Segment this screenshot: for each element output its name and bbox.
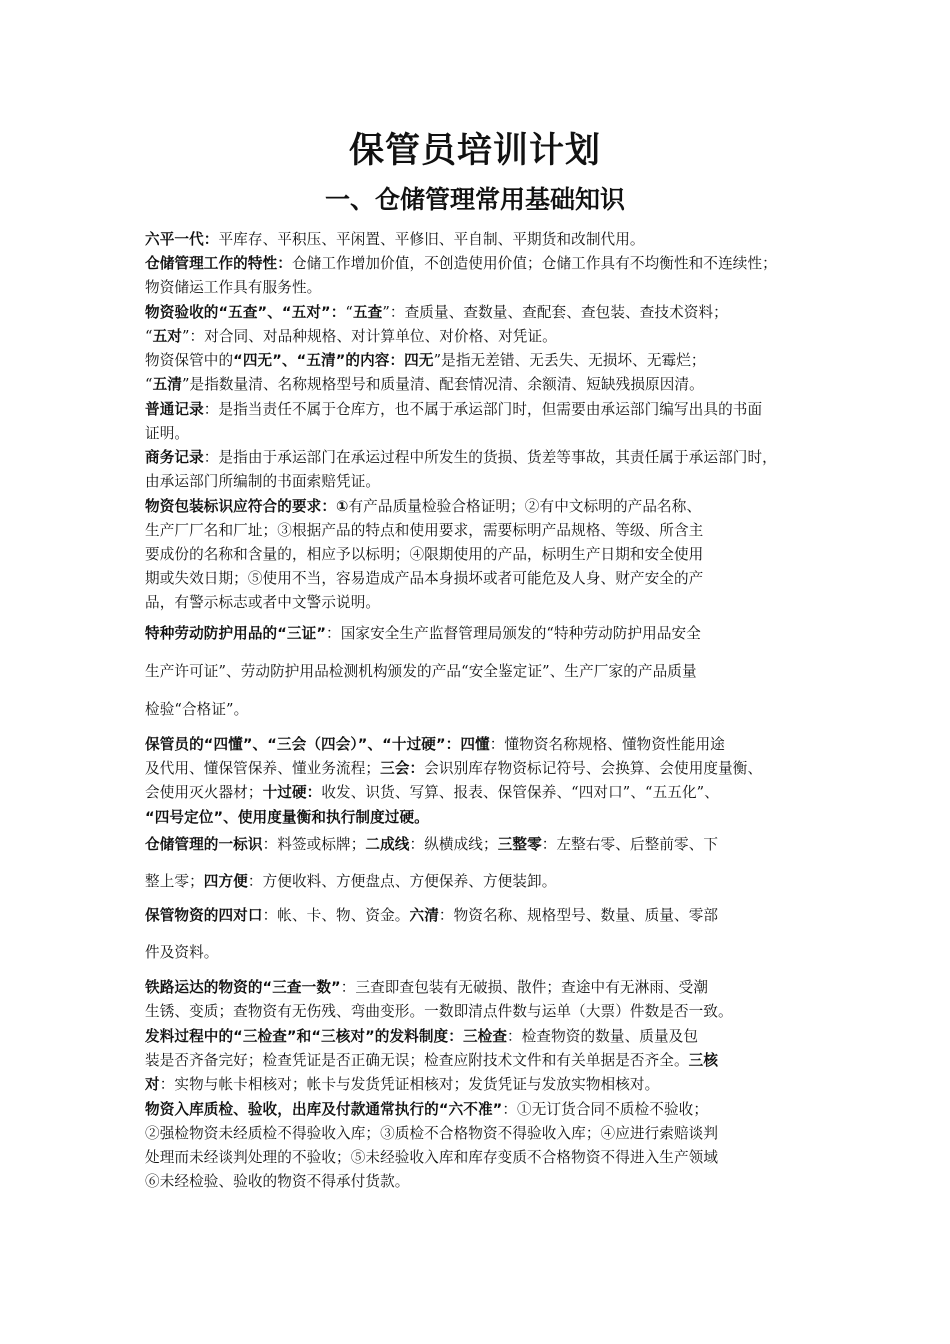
- text-line: [145, 495, 701, 519]
- text-line: [145, 373, 704, 397]
- text-run: 件及资料。: [145, 944, 219, 961]
- text-run: 收发、识货、写算、报表、保管保养、“四对口”、“五五化”、: [321, 784, 719, 801]
- bold-term: 普通记录: [145, 401, 204, 418]
- text-line: [145, 349, 706, 373]
- text-line: [145, 325, 557, 349]
- text-run: 物资储运工作具有服务性。: [145, 279, 322, 296]
- bold-term: 四方便: [203, 873, 248, 890]
- bold-term: “四号定位”、使用度量衡和执行制度过硬。: [145, 809, 429, 826]
- text-run: ”是指无差错、无丢失、无损坏、无霉烂；: [433, 352, 706, 369]
- text-line: [145, 1146, 718, 1170]
- text-run: 生产厂厂名和厂址；③根据产品的特点和使用要求，需要标明产品规格、等级、所含主: [145, 522, 704, 539]
- text-run: 由承运部门所编制的书面索赔凭证。: [145, 473, 381, 490]
- bold-term: 物资包装标识应符合的要求：①: [145, 498, 349, 515]
- bold-term: 六清: [409, 907, 439, 924]
- bold-term: 六平一代：: [145, 231, 219, 248]
- text-line: [145, 733, 725, 757]
- bold-term: 铁路运达的物资的“三查一数”: [145, 979, 341, 996]
- text-line: [145, 591, 380, 615]
- text-run: 会识别库存物资标记符号、会换算、会使用度量衡、: [424, 760, 763, 777]
- text-run: “: [345, 304, 353, 321]
- text-line: [145, 519, 703, 543]
- text-run: 品，有警示标志或者中文警示说明。: [145, 594, 381, 611]
- text-run: 物资保管中的: [145, 352, 234, 369]
- text-line: [145, 781, 719, 805]
- text-run: 要成份的名称和含量的，相应予以标明；④限期使用的产品，标明生产日期和安全使用: [145, 546, 704, 563]
- text-run: ：三查即查包装有无破损、散件；查途中有无淋雨、受潮: [340, 979, 709, 996]
- bold-term: “四无”、“五清”的内容：四无: [233, 352, 434, 369]
- text-line: [145, 757, 762, 781]
- text-run: ：检查物资的数量、质量及包: [507, 1028, 699, 1045]
- text-run: ：实物与帐卡相核对；帐卡与发货凭证相核对；发货凭证与发放实物相核对。: [159, 1076, 660, 1093]
- text-run: 生锈、变质；查物资有无伤残、弯曲变形。一数即清点件数与运单（大票）件数是否一致。: [145, 1003, 733, 1020]
- text-run: “: [145, 376, 153, 393]
- text-run: ：物资名称、规格型号、数量、质量、零部: [438, 907, 719, 924]
- section-heading: 一、仓储管理常用基础知识: [324, 185, 625, 214]
- bold-term: 保管员的“四懂”、“三会（四会）”、“十过硬”：四懂: [145, 736, 490, 753]
- text-run: ”是指数量清、名称规格型号和质量清、配套情况清、余额清、短缺残损原因清。: [181, 376, 704, 393]
- text-line: [145, 904, 718, 928]
- text-line: [145, 422, 189, 446]
- text-line: [145, 698, 248, 722]
- text-run: ：是指当责任不属于仓库方，也不属于承运部门时，但需要由承运部门编写出具的书面: [203, 401, 763, 418]
- text-line: [145, 870, 556, 894]
- text-run: ：懂物资名称规格、懂物资性能用途: [489, 736, 725, 753]
- bold-term: 三整零: [497, 836, 542, 853]
- bold-term: 对: [145, 1076, 160, 1093]
- text-line: [145, 276, 321, 300]
- text-line: [145, 833, 718, 857]
- text-line: [145, 470, 380, 494]
- bold-term: 三核: [688, 1052, 719, 1069]
- text-line: [145, 1000, 733, 1024]
- text-run: 会使用灭火器材；: [145, 784, 263, 801]
- text-line: [145, 1098, 708, 1122]
- bold-term: 物资验收的“五查”、“五对”：: [145, 304, 346, 321]
- text-run: 装是否齐备完好；检查凭证是否正确无误；检查应附技术文件和有关单据是否齐全。: [145, 1052, 689, 1069]
- text-run: ：料签或标牌；: [262, 836, 366, 853]
- bold-term: 仓储管理工作的特性：: [145, 255, 292, 272]
- text-line: [145, 252, 777, 276]
- text-line: [145, 1025, 698, 1049]
- bold-term: 仓储管理的一标识: [145, 836, 263, 853]
- text-line: [145, 567, 703, 591]
- text-run: 仓储工作增加价值，不创造使用价值；仓储工作具有不均衡性和不连续性；: [291, 255, 777, 272]
- text-line: [145, 1122, 718, 1146]
- bold-term: 发料过程中的“三检查”和“三核对”的发料制度：三检查: [145, 1028, 508, 1045]
- text-run: 整上零；: [145, 873, 204, 890]
- bold-term: 物资入库质检、验收，出库及付款通常执行的“六不准”: [145, 1101, 503, 1118]
- text-line: [145, 398, 762, 422]
- text-run: ⑥未经检验、验收的物资不得承付货款。: [145, 1173, 410, 1190]
- text-line: [145, 301, 728, 325]
- text-run: “: [145, 328, 153, 345]
- text-run: ”：对合同、对品种规格、对计算单位、对价格、对凭证。: [181, 328, 557, 345]
- text-run: ：国家安全生产监督管理局颁发的“特种劳动防护用品安全: [326, 625, 701, 642]
- bold-term: 保管物资的四对口: [145, 907, 263, 924]
- text-run: ：是指由于承运部门在承运过程中所发生的货损、货差等事故，其责任属于承运部门时，: [203, 449, 777, 466]
- text-line: [145, 1073, 659, 1097]
- bold-term: 三会：: [380, 760, 425, 777]
- text-run: 证明。: [145, 425, 190, 442]
- text-run: ：纵横成线；: [409, 836, 498, 853]
- text-run: ：方便收料、方便盘点、方便保养、方便装卸。: [247, 873, 557, 890]
- bold-term: 特种劳动防护用品的“三证”: [145, 625, 327, 642]
- text-run: 及代用、懂保管保养、懂业务流程；: [145, 760, 381, 777]
- text-run: 有产品质量检验合格证明；②有中文标明的产品名称、: [348, 498, 702, 515]
- text-run: ：①无订货合同不质检不验收；: [502, 1101, 709, 1118]
- bold-term: 五清: [152, 376, 182, 393]
- text-run: ：左整右零、后整前零、下: [541, 836, 719, 853]
- text-run: 期或失效日期；⑤使用不当，容易造成产品本身损坏或者可能危及人身、财产安全的产: [145, 570, 704, 587]
- text-line: [145, 660, 697, 684]
- text-line: [145, 543, 703, 567]
- bold-term: 五查: [352, 304, 383, 321]
- text-line: [145, 622, 701, 646]
- text-line: [145, 1049, 718, 1073]
- bold-term: 十过硬：: [262, 784, 322, 801]
- text-run: 生产许可证”、劳动防护用品检测机构颁发的产品“安全鉴定证”、生产厂家的产品质量: [145, 663, 697, 680]
- bold-term: 五对: [152, 328, 182, 345]
- bold-term: 二成线: [365, 836, 410, 853]
- text-run: ：帐、卡、物、资金。: [262, 907, 410, 924]
- text-run: 检验“合格证”。: [145, 701, 249, 718]
- text-run: ”：查质量、查数量、查配套、查包装、查技术资料；: [382, 304, 728, 321]
- text-run: 平库存、平积压、平闲置、平修旧、平自制、平期货和改制代用。: [218, 231, 645, 248]
- bold-term: 商务记录: [145, 449, 204, 466]
- text-line: [145, 806, 429, 830]
- text-line: [145, 1170, 410, 1194]
- document-title: 保管员培训计划: [348, 131, 601, 171]
- text-run: 处理而未经谈判处理的不验收；⑤未经验收入库和库存变质不合格物资不得进入生产领域: [145, 1149, 719, 1166]
- text-line: [145, 228, 645, 252]
- text-line: [145, 941, 218, 965]
- text-line: [145, 976, 708, 1000]
- text-run: ②强检物资未经质检不得验收入库；③质检不合格物资不得验收入库；④应进行索赔谈判: [145, 1125, 719, 1142]
- text-line: [145, 446, 777, 470]
